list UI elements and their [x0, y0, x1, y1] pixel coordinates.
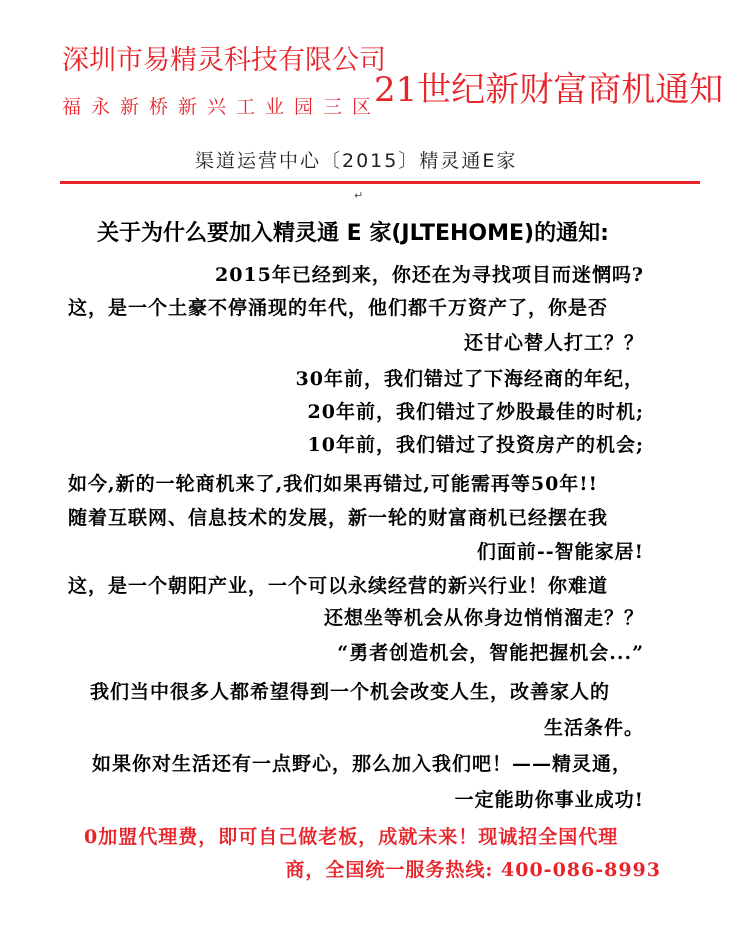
notice-line: 30年前，我们错过了下海经商的年纪， — [295, 368, 644, 390]
notice-line: 10年前，我们错过了投资房产的机会; — [307, 434, 644, 456]
notice-line: 一定能助你事业成功! — [454, 789, 644, 811]
notice-line: 这，是一个土豪不停涌现的年代，他们都千万资产了，你是否 — [68, 297, 609, 319]
company-address: 福永新桥新兴工业园三区 — [62, 96, 382, 118]
headline: 21世纪新财富商机通知 — [374, 70, 724, 110]
footer-promo: 0加盟代理费，即可自己做老板，成就未来！现诚招全国代理 — [84, 826, 619, 848]
return-mark: ↵ — [354, 189, 364, 202]
notice-line: 们面前--智能家居! — [476, 541, 644, 563]
channel-line: 渠道运营中心〔2015〕精灵通E家 — [195, 150, 518, 172]
company-name: 深圳市易精灵科技有限公司 — [62, 45, 386, 76]
notice-line: 随着互联网、信息技术的发展，新一轮的财富商机已经摆在我 — [68, 507, 609, 529]
notice-line: 这，是一个朝阳产业，一个可以永续经营的新兴行业！你难道 — [68, 575, 609, 597]
notice-line: 我们当中很多人都希望得到一个机会改变人生，改善家人的 — [90, 681, 611, 703]
notice-line: 还想坐等机会从你身边悄悄溜走？？ — [323, 607, 644, 629]
notice-line: 还甘心替人打工？？ — [463, 332, 644, 354]
notice-title: 关于为什么要加入精灵通 E 家(JLTEHOME)的通知: — [97, 221, 609, 246]
notice-line: “勇者创造机会，智能把握机会...” — [337, 642, 644, 664]
notice-line: 如今,新的一轮商机来了,我们如果再错过,可能需再等50年!! — [68, 473, 598, 495]
notice-line: 2015年已经到来，你还在为寻找项目而迷惘吗? — [214, 264, 644, 286]
header-divider — [60, 181, 700, 184]
notice-line: 如果你对生活还有一点野心，那么加入我们吧！——精灵通， — [92, 753, 633, 775]
notice-line: 生活条件。 — [543, 717, 644, 739]
footer-hotline: 商，全国统一服务热线: 400-086-8993 — [285, 859, 661, 881]
notice-line: 20年前，我们错过了炒股最佳的时机; — [307, 401, 644, 423]
